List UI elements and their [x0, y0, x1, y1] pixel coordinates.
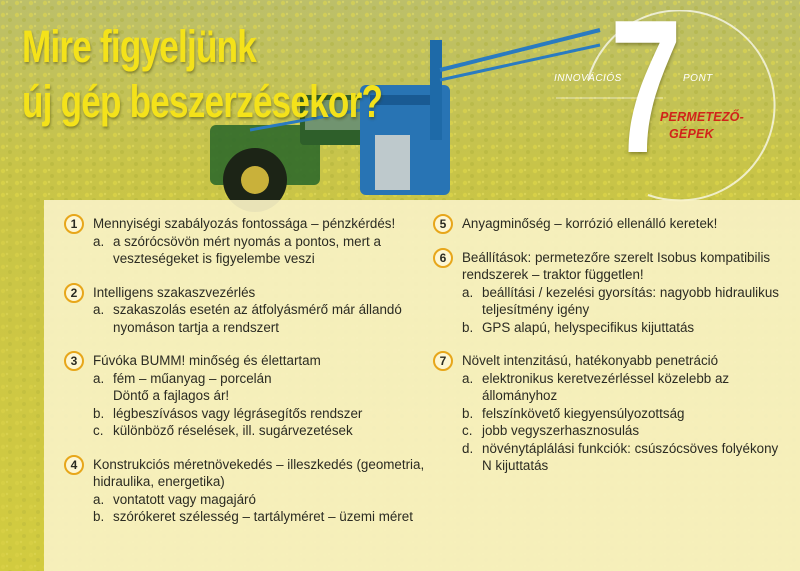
checklist-item — [433, 215, 783, 233]
checklist-item — [433, 249, 783, 337]
sub-item-text: beállítási / kezelési gyorsítás: nagyobb hidraulikus teljesítmény igény — [482, 284, 779, 317]
sub-item-letter: a. — [462, 284, 474, 300]
badge-label-innovation: INNOVÁCIÓS — [554, 73, 622, 84]
sub-item-text: különböző réselések, ill. sugárvezetések — [113, 423, 353, 438]
sub-item-letter: a. — [93, 491, 105, 507]
checklist-item — [64, 284, 449, 337]
sub-item — [93, 508, 449, 526]
sub-item-text: jobb vegyszerhasznosulás — [482, 423, 640, 438]
sub-item — [462, 405, 783, 423]
sub-item-text: a szórócsövön mért nyomás a pontos, mert a veszteségeket is figyelembe veszi — [113, 233, 381, 266]
sub-item-letter: a. — [462, 370, 474, 386]
badge-subject-line-1: PERMETEZŐ- — [660, 110, 744, 124]
item-number-badge: 4 — [64, 455, 84, 475]
checklist-item — [64, 215, 449, 268]
checklist-panel — [44, 200, 800, 571]
headline-line-2: új gép beszerzésekor? — [22, 76, 383, 127]
sub-item — [93, 301, 449, 336]
sub-item — [93, 405, 449, 423]
item-heading: Növelt intenzitású, hatékonyabb penetráció — [462, 353, 719, 368]
item-heading: Mennyiségi szabályozás fontossága – pénzkérdés! — [93, 216, 396, 231]
item-number-badge: 7 — [433, 351, 453, 371]
sub-item-letter: b. — [462, 319, 474, 335]
sub-item — [462, 284, 783, 319]
sub-item-letter: a. — [93, 233, 105, 249]
item-number-badge: 3 — [64, 351, 84, 371]
sub-item — [93, 422, 449, 440]
sub-item-letter: a. — [93, 302, 105, 317]
headline-line-1: Mire figyeljünk — [22, 21, 257, 72]
badge-label-point: PONT — [683, 73, 713, 84]
sub-item-text: légbeszívásos vagy légrásegítős rendszer — [113, 405, 363, 421]
sub-item-letter: c. — [462, 423, 473, 438]
sub-item-text: elektronikus keretvezérléssel közelebb az állományhoz — [482, 370, 730, 403]
sub-item-letter: d. — [462, 440, 474, 456]
checklist-right-column — [433, 215, 783, 491]
item-heading: Anyagminőség – korrózió ellenálló keretek! — [462, 216, 718, 231]
item-number-badge: 5 — [433, 214, 453, 234]
checklist-item — [64, 456, 449, 526]
sub-item — [93, 491, 449, 509]
sub-item-note: Döntő a fajlagos ár! — [113, 388, 230, 403]
sub-item-letter: b. — [93, 405, 105, 421]
sub-item-letter: c. — [93, 423, 104, 438]
sub-item — [93, 370, 449, 388]
sub-item — [462, 440, 783, 475]
sub-item — [462, 319, 783, 337]
item-number-badge: 6 — [433, 248, 453, 268]
sub-item-letter: a. — [93, 370, 105, 386]
sub-item-letter: b. — [462, 405, 474, 421]
sub-item — [462, 422, 783, 440]
badge-subject-line-2: GÉPEK — [669, 127, 714, 141]
checklist-left-column — [64, 215, 449, 542]
item-heading: Beállítások: permetezőre szerelt Isobus kompatibilis rendszerek – traktor független! — [462, 249, 771, 282]
item-heading: Fúvóka BUMM! minőség és élettartam — [93, 353, 321, 368]
sub-item — [462, 370, 783, 405]
badge-number-seven: 7 — [610, 0, 682, 193]
checklist-item — [64, 352, 449, 440]
sub-item-text: GPS alapú, helyspecifikus kijuttatás — [482, 319, 695, 335]
sub-item-text: szórókeret szélesség – tartályméret – üzemi méret — [113, 509, 413, 524]
sub-item-text: vontatott vagy magajáró — [113, 491, 256, 507]
sub-item-text: fém – műanyag – porcelán — [113, 370, 272, 386]
sub-item — [93, 233, 449, 268]
item-heading: Konstrukciós méretnövekedés – illeszkedés (geometria, hidraulika, energetika) — [93, 456, 425, 489]
sub-item-text: növénytáplálási funkciók: csúszócsöves folyékony N kijuttatás — [482, 440, 779, 473]
sub-item-text: szakaszolás esetén az átfolyásmérő már állandó nyomáson tartja a rendszert — [113, 302, 402, 335]
item-number-badge: 2 — [64, 283, 84, 303]
sub-item-letter: b. — [93, 509, 105, 524]
item-heading: Intelligens szakaszvezérlés — [93, 284, 256, 300]
sub-item-text: felszínkövető kiegyensúlyozottság — [482, 405, 685, 421]
checklist-item — [433, 352, 783, 475]
item-number-badge: 1 — [64, 214, 84, 234]
